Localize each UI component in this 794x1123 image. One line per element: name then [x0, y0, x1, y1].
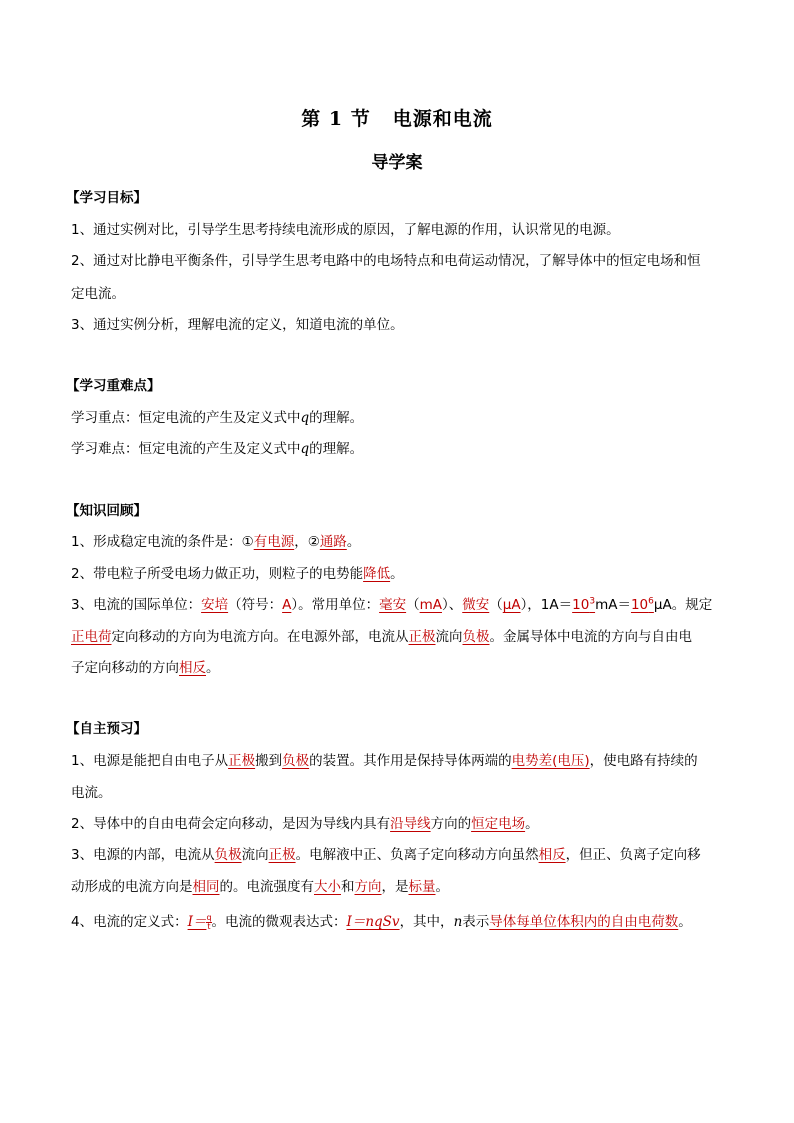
text: μA。规定 [653, 597, 713, 613]
text: 。 [390, 566, 404, 582]
goal-line-2-cont: 定电流。 [71, 286, 125, 302]
answer-exponent: 3 [589, 596, 596, 607]
answer-base: 10 [572, 597, 590, 613]
text: ）、 [441, 597, 463, 613]
preview-line-3-cont [71, 875, 726, 895]
answer: 电势差(电压) [511, 753, 590, 769]
answer: A [282, 597, 292, 613]
text: ，使电路有持续的 [589, 753, 698, 769]
text: （符号： [228, 597, 283, 613]
text: 1、电源是能把自由电子从 [71, 753, 229, 769]
text: 。 [206, 660, 220, 676]
key-focus-text-end: 的理解。 [309, 410, 364, 426]
answer: 通路 [319, 534, 347, 550]
answer: 标量 [408, 879, 436, 895]
text: 的。电流强度有 [219, 879, 314, 895]
answer: 毫安 [379, 597, 407, 613]
answer-base: 10 [630, 597, 649, 613]
text: ，其中， [399, 914, 454, 930]
review-heading: 【知识回顾】 [66, 503, 147, 519]
key-focus-text: 学习重点：恒定电流的产生及定义式中 [71, 410, 301, 426]
answer: μA [502, 597, 521, 613]
answer: 正极 [228, 753, 256, 769]
key-hard-text: 学习难点：恒定电流的产生及定义式中 [71, 441, 301, 457]
answer: 正极 [268, 847, 296, 863]
preview-line-3 [71, 843, 726, 863]
text: 子定向移动的方向 [71, 660, 179, 676]
answer: 有电源 [253, 534, 295, 550]
text: 2、带电粒子所受电场力做正功，则粒子的电势能 [71, 566, 364, 582]
var-q: q [300, 441, 310, 457]
goal-line-2: 2、通过对比静电平衡条件，引导学生思考电路中的电场特点和电荷运动情况，了解导体中的恒定电场和恒 [71, 253, 701, 269]
text: 定向移动的方向为电流方向。在电源外部，电流从 [111, 629, 409, 645]
answer: 恒定电场 [471, 816, 526, 832]
page-title [0, 104, 794, 131]
text: 2、导体中的自由电荷会定向移动，是因为导线内具有 [71, 816, 391, 832]
answer: 相同 [192, 879, 220, 895]
fraction-numerator: q [206, 912, 212, 922]
answer: 负极 [214, 847, 242, 863]
answer: 正电荷 [71, 629, 112, 645]
answer: 导体每单位体积内的自由电荷数 [489, 914, 679, 930]
text: 流向 [435, 629, 463, 645]
preview-line-1-cont: 电流。 [71, 785, 112, 801]
text: 。电流的微观表达式： [211, 914, 347, 930]
key-hard-text-end: 的理解。 [309, 441, 364, 457]
text: 表示 [462, 914, 490, 930]
answer: 方向 [354, 879, 382, 895]
text: 。金属导体中电流的方向与自由电 [489, 629, 692, 645]
text: 3、电流的国际单位： [71, 597, 202, 613]
text: 的装置。其作用是保持导体两端的 [309, 753, 512, 769]
answer [631, 597, 654, 613]
review-line-3 [71, 593, 726, 613]
text: 。电解液中正、负离子定向移动方向虽然 [295, 847, 539, 863]
key-hard-line [71, 437, 726, 457]
formula-definition: I＝ [187, 914, 207, 930]
answer-exponent: 6 [648, 596, 654, 607]
page-subtitle: 导学案 [371, 153, 423, 173]
answer: 沿导线 [390, 816, 431, 832]
fraction-denominator: t [207, 921, 211, 931]
text: 流向 [241, 847, 269, 863]
var-q: q [300, 410, 310, 426]
answer: 微安 [462, 597, 490, 613]
text: 4、电流的定义式： [71, 914, 188, 930]
text: 1、形成稳定电流的条件是：① [71, 534, 254, 550]
review-line-3-cont [71, 625, 726, 645]
var-n: n [453, 914, 463, 930]
text: 。 [435, 879, 449, 895]
answer: 降低 [363, 566, 391, 582]
preview-line-4 [71, 910, 726, 931]
text: （ [406, 597, 420, 613]
answer: 安培 [201, 597, 229, 613]
text: 动形成的电流方向是 [71, 879, 193, 895]
preview-line-2 [71, 812, 726, 832]
goal-line-3: 3、通过实例分析，理解电流的定义，知道电流的单位。 [71, 317, 404, 333]
text: 和 [341, 879, 355, 895]
goal-line-1: 1、通过实例对比，引导学生思考持续电流形成的原因，了解电源的作用，认识常见的电源。 [71, 222, 620, 238]
preview-line-1 [71, 749, 726, 769]
answer [572, 597, 595, 613]
chapter-number: 第 1 节 [301, 108, 371, 130]
text: ）。常用单位： [291, 597, 380, 613]
text: ，但正、负离子定向移 [565, 847, 701, 863]
text: 。 [346, 534, 361, 550]
chapter-name: 电源和电流 [392, 108, 493, 130]
review-line-3-end [71, 656, 726, 676]
answer: 负极 [462, 629, 490, 645]
text: ，② [294, 534, 320, 550]
review-line-1 [71, 530, 726, 550]
answer: mA [419, 597, 442, 613]
answer: 负极 [282, 753, 310, 769]
text: 方向的 [430, 816, 472, 832]
answer: 正极 [408, 629, 436, 645]
review-line-2 [71, 562, 726, 582]
text: ，是 [381, 879, 409, 895]
answer: 相反 [538, 847, 566, 863]
preview-heading: 【自主预习】 [66, 721, 147, 737]
text: ），1A＝ [520, 597, 573, 613]
key-focus-line [71, 406, 726, 426]
text: （ [489, 597, 503, 613]
answer: 大小 [314, 879, 341, 895]
answer: 相反 [179, 660, 206, 676]
text: 3、电源的内部，电流从 [71, 847, 215, 863]
text: mA＝ [595, 597, 631, 613]
keys-heading: 【学习重难点】 [66, 378, 161, 394]
goals-heading: 【学习目标】 [66, 190, 147, 206]
text: 。 [525, 816, 539, 832]
formula-micro: I＝nqSv [346, 914, 400, 930]
text: 搬到 [255, 753, 283, 769]
text: 。 [678, 914, 692, 930]
